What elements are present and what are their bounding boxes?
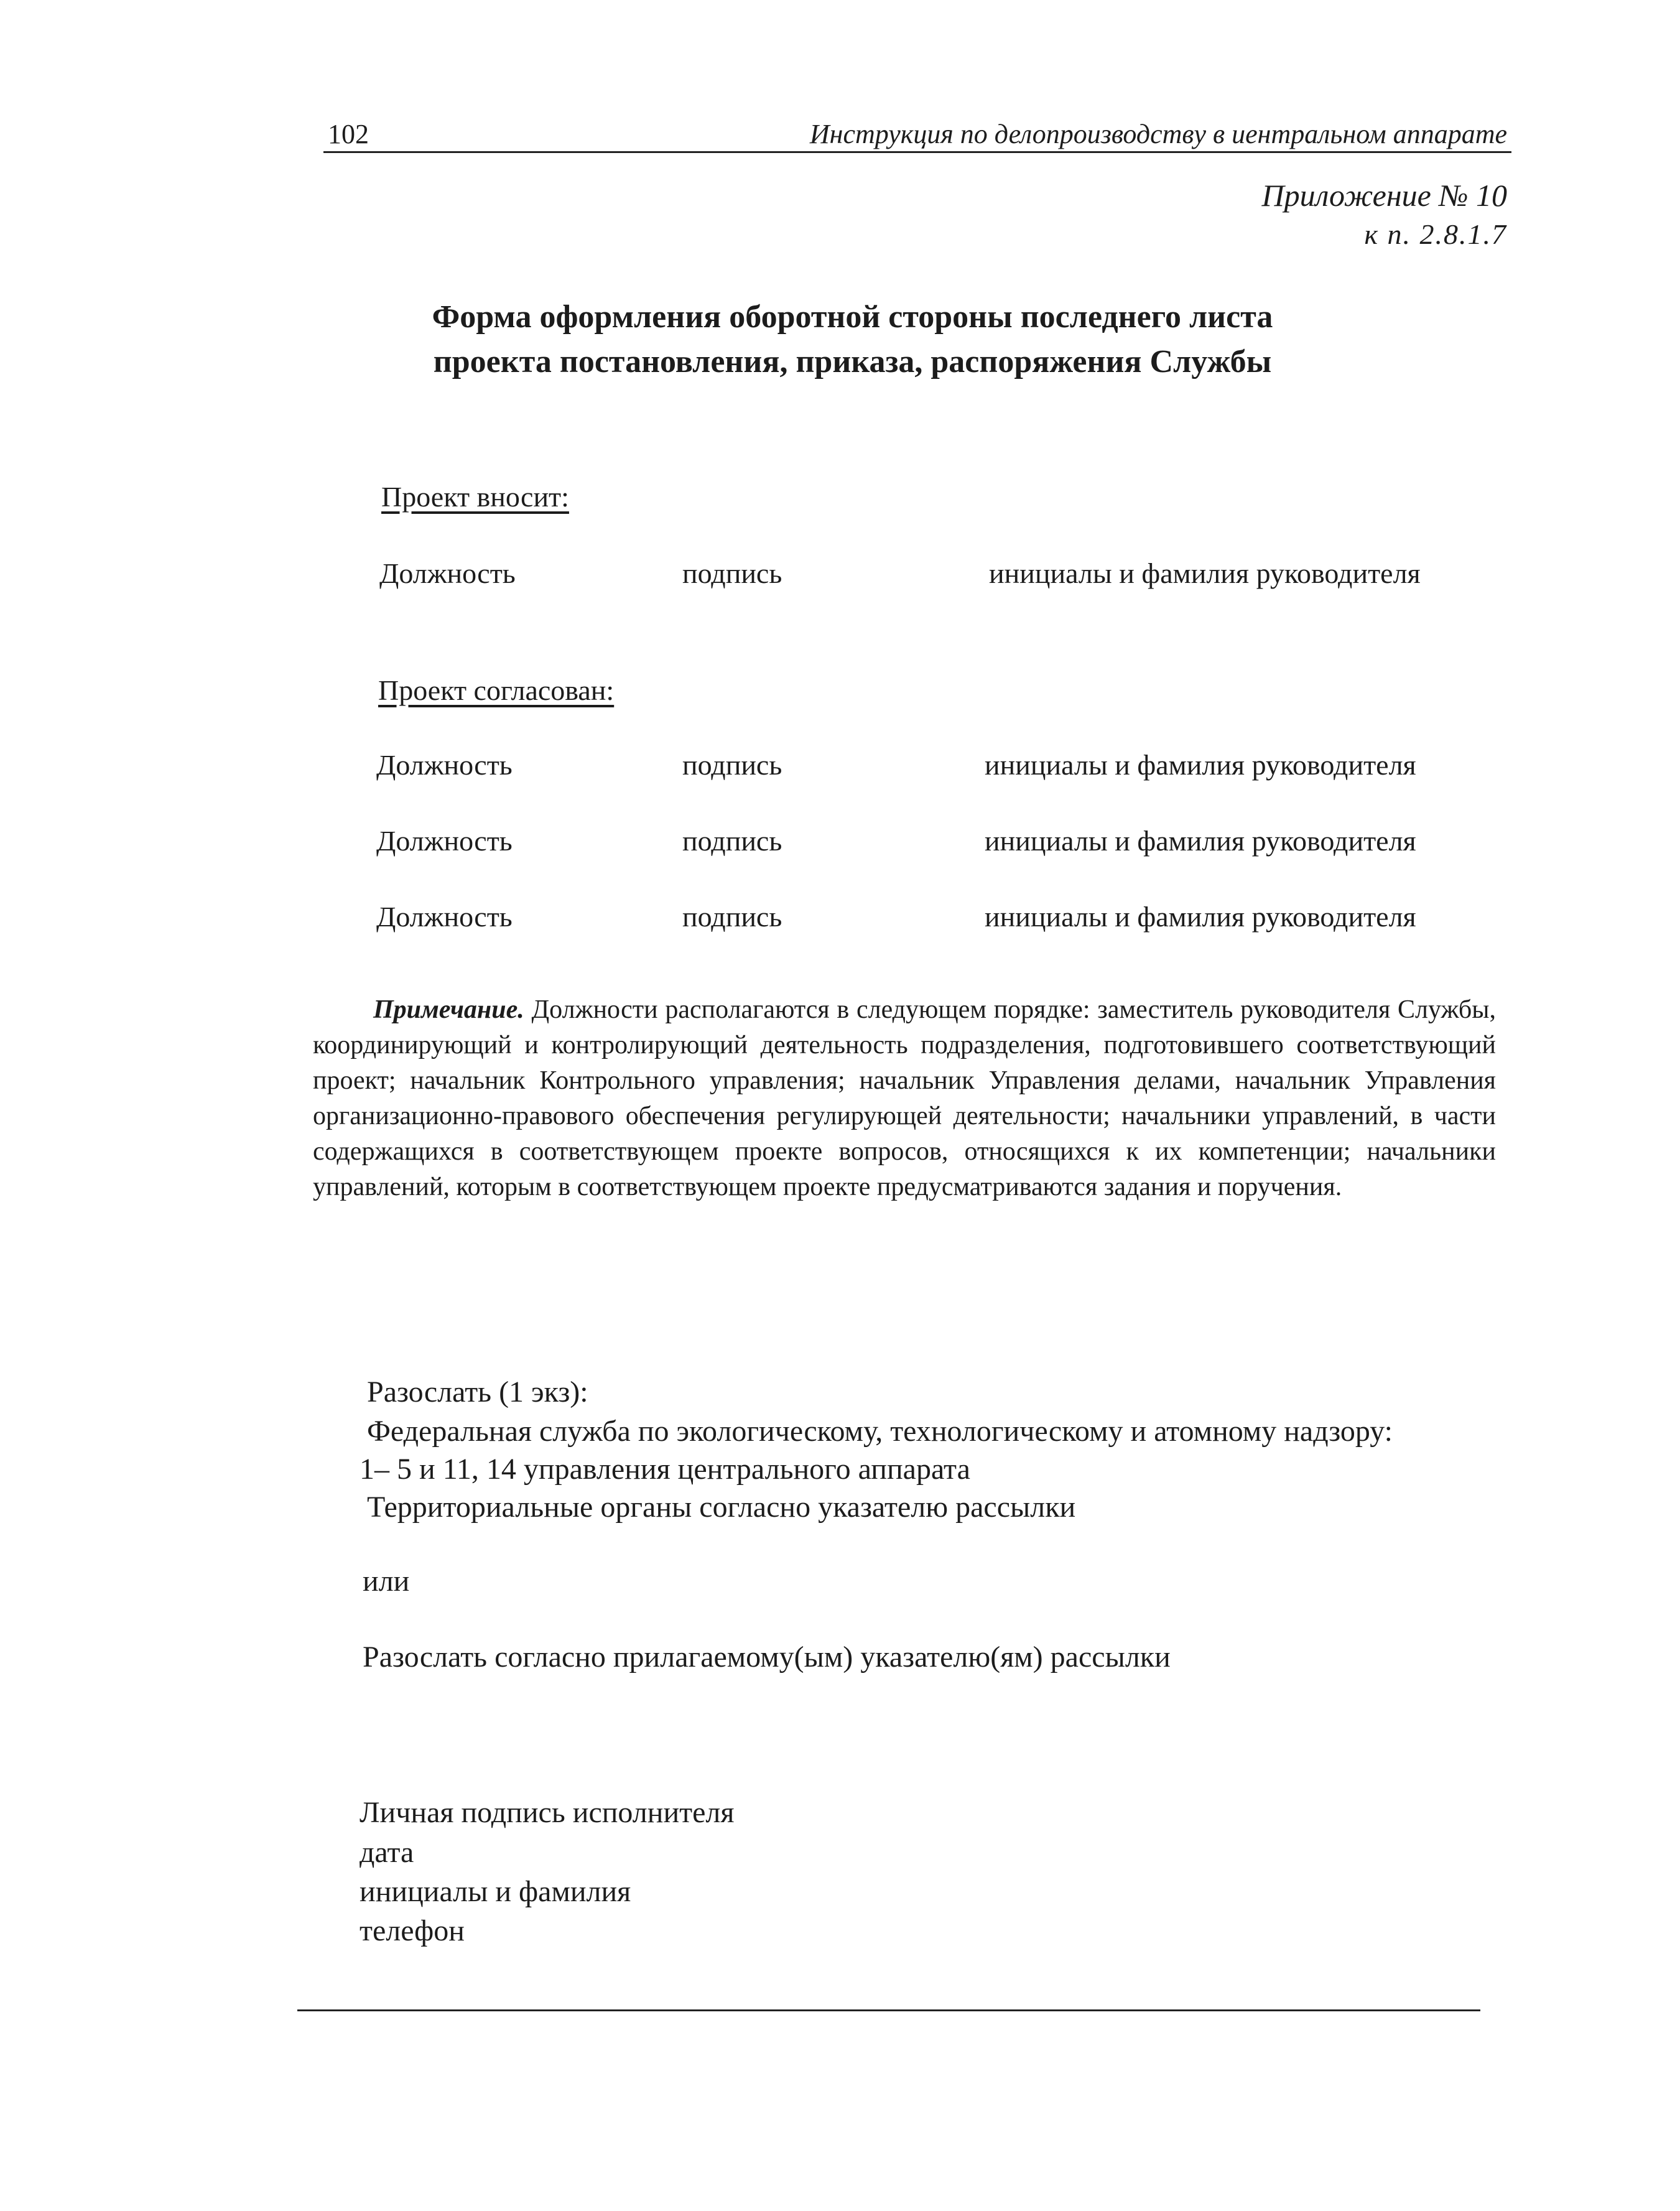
executor-line: дата — [360, 1836, 414, 1869]
distribution-alternative: Разослать согласно прилагаемому(ым) указателю(ям) рассылки — [363, 1641, 1171, 1673]
signature-row-name: инициалы и фамилия руководителя — [985, 749, 1416, 781]
signature-row-name: инициалы и фамилия руководителя — [989, 557, 1421, 589]
signature-row-signature: подпись — [682, 557, 782, 589]
signature-row-position: Должность — [376, 749, 513, 781]
document-title-line-2: проекта постановления, приказа, распоряжения Службы — [433, 344, 1272, 379]
signature-row-signature: подпись — [682, 825, 782, 857]
signature-row-signature: подпись — [682, 749, 782, 781]
note-text: Должности располагаются в следующем порядке: заместитель руководителя Службы, координирующий и контролирующий деятельность подразделения, подготовившего соответствующий проект; начальник Контрольного управления; начальник Управления делами, начальник Управления организационно-правового обеспечения регулирующей деятельности; начальники управлений, в части содержащихся в соответствующем проекте вопросов, относящихся к их компетенции; начальники управлений, которым в соответствующем проекте предусматриваются задания и поручения. — [313, 995, 1496, 1201]
signature-row-position: Должность — [379, 557, 516, 589]
executor-line: телефон — [360, 1914, 465, 1947]
header-rule — [323, 151, 1511, 153]
signature-row-signature: подпись — [682, 901, 782, 933]
executor-line: инициалы и фамилия — [360, 1875, 631, 1908]
executor-line: Личная подпись исполнителя — [360, 1796, 735, 1829]
signature-row-position: Должность — [376, 901, 513, 933]
footer-rule — [297, 2009, 1480, 2011]
distribution-line: Разослать (1 экз): — [367, 1375, 588, 1408]
submits-caption: Проект вносит: — [381, 481, 569, 513]
signature-row-position: Должность — [376, 825, 513, 857]
agreed-caption: Проект согласован: — [378, 674, 615, 706]
running-head: Инструкция по делопроизводству в иентральном аппарате — [809, 119, 1507, 149]
distribution-or: или — [363, 1565, 410, 1598]
note-title: Примечание. — [373, 995, 524, 1024]
appendix-label: Приложение № 10 — [1261, 178, 1507, 213]
note-paragraph — [313, 992, 1496, 1205]
distribution-line: Федеральная служба по экологическому, технологическому и атомному надзору: — [367, 1415, 1393, 1448]
distribution-line: 1– 5 и 11, 14 управления центрального аппарата — [360, 1453, 970, 1486]
signature-row-name: инициалы и фамилия руководителя — [985, 901, 1416, 933]
appendix-reference: к п. 2.8.1.7 — [1364, 218, 1507, 250]
page-number: 102 — [328, 119, 369, 149]
document-title-line-1: Форма оформления оборотной стороны последнего листа — [432, 299, 1273, 335]
distribution-line: Территориальные органы согласно указателю рассылки — [367, 1491, 1076, 1524]
signature-row-name: инициалы и фамилия руководителя — [985, 825, 1416, 857]
